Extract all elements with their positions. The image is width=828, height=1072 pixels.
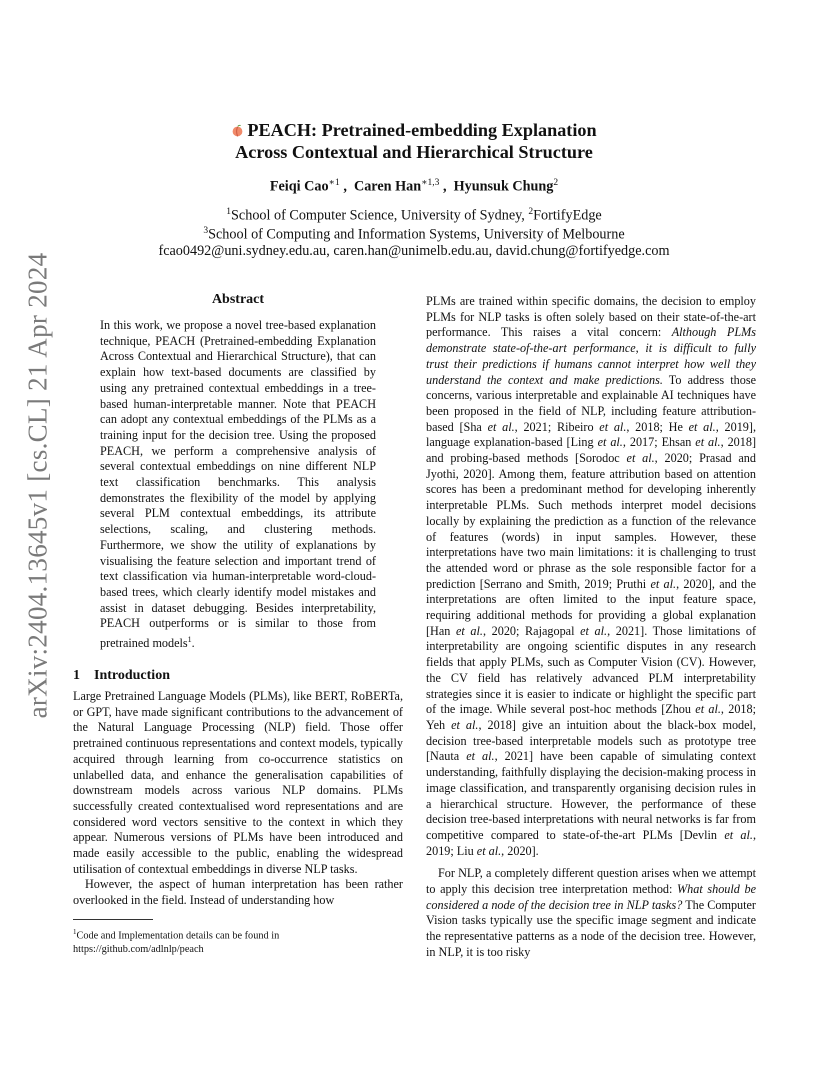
affiliation-mark: 3 [203, 226, 209, 236]
footnote-rule [73, 919, 153, 920]
footnote [73, 925, 403, 957]
footnote-text: Code and Implementation details can be found in https://github.com/adlnlp/peach [73, 930, 280, 956]
section-heading-introduction [73, 668, 170, 684]
intro-paragraph: However, the aspect of human interpretation has been rather overlooked in the field. Instead of understanding how [73, 877, 403, 908]
abstract-body [100, 318, 376, 652]
right-column-body [426, 294, 756, 961]
author-mark: 2 [553, 178, 559, 188]
arxiv-stamp [18, 252, 58, 718]
right-paragraph-1: PLMs are trained within specific domains, the decision to employ PLMs for NLP tasks is often solely based on their state-of-the-art performance. This raises a vital concern: Although PLMs demonstrate state-of-the-art performance, it is difficult to fully trust their predictions if humans cannot interpret how well they understand the context and make predictions. To address those concerns, various interpretable and explainable AI techniques have been proposed in the field of NLP, including feature attribution-based [Sha et al., 2021; Ribeiro et al., 2018; He et al., 2019], language explanation-based [Ling et al., 2017; Ehsan et al., 2018] and probing-based methods [Sorodoc et al., 2020; Prasad and Jyothi, 2020]. Among them, feature attribution based on attention scores has been a predominant method for developing inherently interpretable PLMs. Such methods interpret model decisions locally by explaining the prediction as a function of the relevance of features (words) in input samples. However, these interpretations have two main limitations: it is challenging to trust the attended word or phrase as the sole responsible factor for a prediction [Serrano and Smith, 2019; Pruthi et al., 2020], and the interpretations are often limited to the input feature space, requiring additional methods for providing a global explanation [Han et al., 2020; Rajagopal et al., 2021]. Those limitations of interpretability are ongoing scientific disputes in any research fields that apply PLMs, such as Computer Vision (CV). However, the CV field has relatively advanced PLM interpretability strategies since it is easier to indicate or highlight the specific part of the image. While several post-hoc methods [Zhou et al., 2018; Yeh et al., 2018] give an intuition about the black-box model, decision tree-based interpretable models such as prototype tree [Nauta et al., 2021] have been capable of simulating context understanding, faithfully displaying the decision-making process in image classification, and transparently organising decision rules in a hierarchical structure. However, the performance of these decision tree-based interpretations with neural networks is far from competitive compared to state-of-the-art PLMs [Devlin et al., 2019; Liu et al., 2020]. [426, 294, 757, 858]
author-name: Hyunsuk Chung [453, 178, 554, 195]
peach-icon [231, 124, 244, 137]
section-title: Introduction [94, 668, 170, 683]
arxiv-stamp-text: arXiv:2404.13645v1 [cs.CL] 21 Apr 2024 [22, 252, 53, 718]
affiliation-text: School of Computer Science, University of Sydney, [231, 207, 529, 224]
author-list: Feiqi Cao$^{∗1}$ , Caren Han$^{∗1,3}$ , Hyunsuk Chung$^2$ [269, 178, 559, 195]
author-name: Feiqi Cao [269, 178, 329, 195]
author-name: Caren Han [353, 178, 422, 195]
footnote-ref: 1 [187, 635, 192, 645]
title-line-1: PEACH: Pretrained-embedding Explanation [247, 120, 597, 140]
section-number: 1 [73, 668, 80, 683]
right-paragraph-2: For NLP, a completely different question arises when we attempt to apply this decision tree interpretation method: What should be considered a node of the decision tree in NLP tasks? The Computer Vision tasks typically use the specific image segment and indicate the representative patterns as a node of the decision tree. However, in NLP, it is too risky [426, 866, 756, 959]
author-mark: ∗1,3 [421, 178, 440, 188]
affiliation-mark: 1 [226, 207, 232, 217]
affiliation-mark: 2 [528, 207, 534, 217]
paper-title [120, 119, 708, 163]
abstract-text: In this work, we propose a novel tree-based explanation technique, PEACH (Pretrained-embedding Explanation Across Contextual and Hierarchical Structure), that can explain how text-based documents are classified by using any pretrained contextual embeddings in a tree-based human-interpretable manner. Note that PEACH can adopt any contextual embeddings of the PLMs as a training input for the decision tree. Using the proposed PEACH, we perform a comprehensive analysis of several contextual embeddings on nine different NLP text classification benchmarks. This analysis demonstrates the flexibility of the model by applying several PLM contextual embeddings, its attribute selections, scaling, and clustering methods. Furthermore, we show the utility of explanations by visualising the feature selection and important trend of text classification via human-interpretable word-cloud-based trees, which clearly identify model mistakes and assist in dataset debugging. Besides interpretability, PEACH outperforms or is similar to those from pretrained models [100, 318, 376, 651]
abstract-heading: Abstract [211, 292, 265, 307]
footnote-mark: 1 [73, 928, 77, 936]
intro-paragraph: Large Pretrained Language Models (PLMs), like BERT, RoBERTa, or GPT, have made significant contributions to the advancement of the Natural Language Processing (NLP) field. Those offer pretrained continuous representations and context models, typically acquired through learning from co-occurrence statistics on unlabelled data, and enhance the generalisation capabilities of downstream models across various NLP domains. PLMs successfully created contextualised word representations and are considered word vectors sensitive to the context in which they appear. Numerous versions of PLMs have been introduced and made easily accessible to the public, enabling the widespread utilisation of contextual embeddings in diverse NLP tasks. [73, 689, 403, 876]
author-mark: ∗1 [328, 178, 340, 188]
abstract-end: . [191, 636, 195, 651]
title-line-2: Across Contextual and Hierarchical Structure [235, 142, 593, 162]
affiliation-text: School of Computing and Information Systems, University of Melbourne [208, 226, 625, 243]
intro-body [73, 689, 403, 909]
affiliation-text: FortifyEdge [533, 207, 602, 224]
author-emails: fcao0492@uni.sydney.edu.au, caren.han@unimelb.edu.au, david.chung@fortifyedge.com [158, 243, 670, 259]
